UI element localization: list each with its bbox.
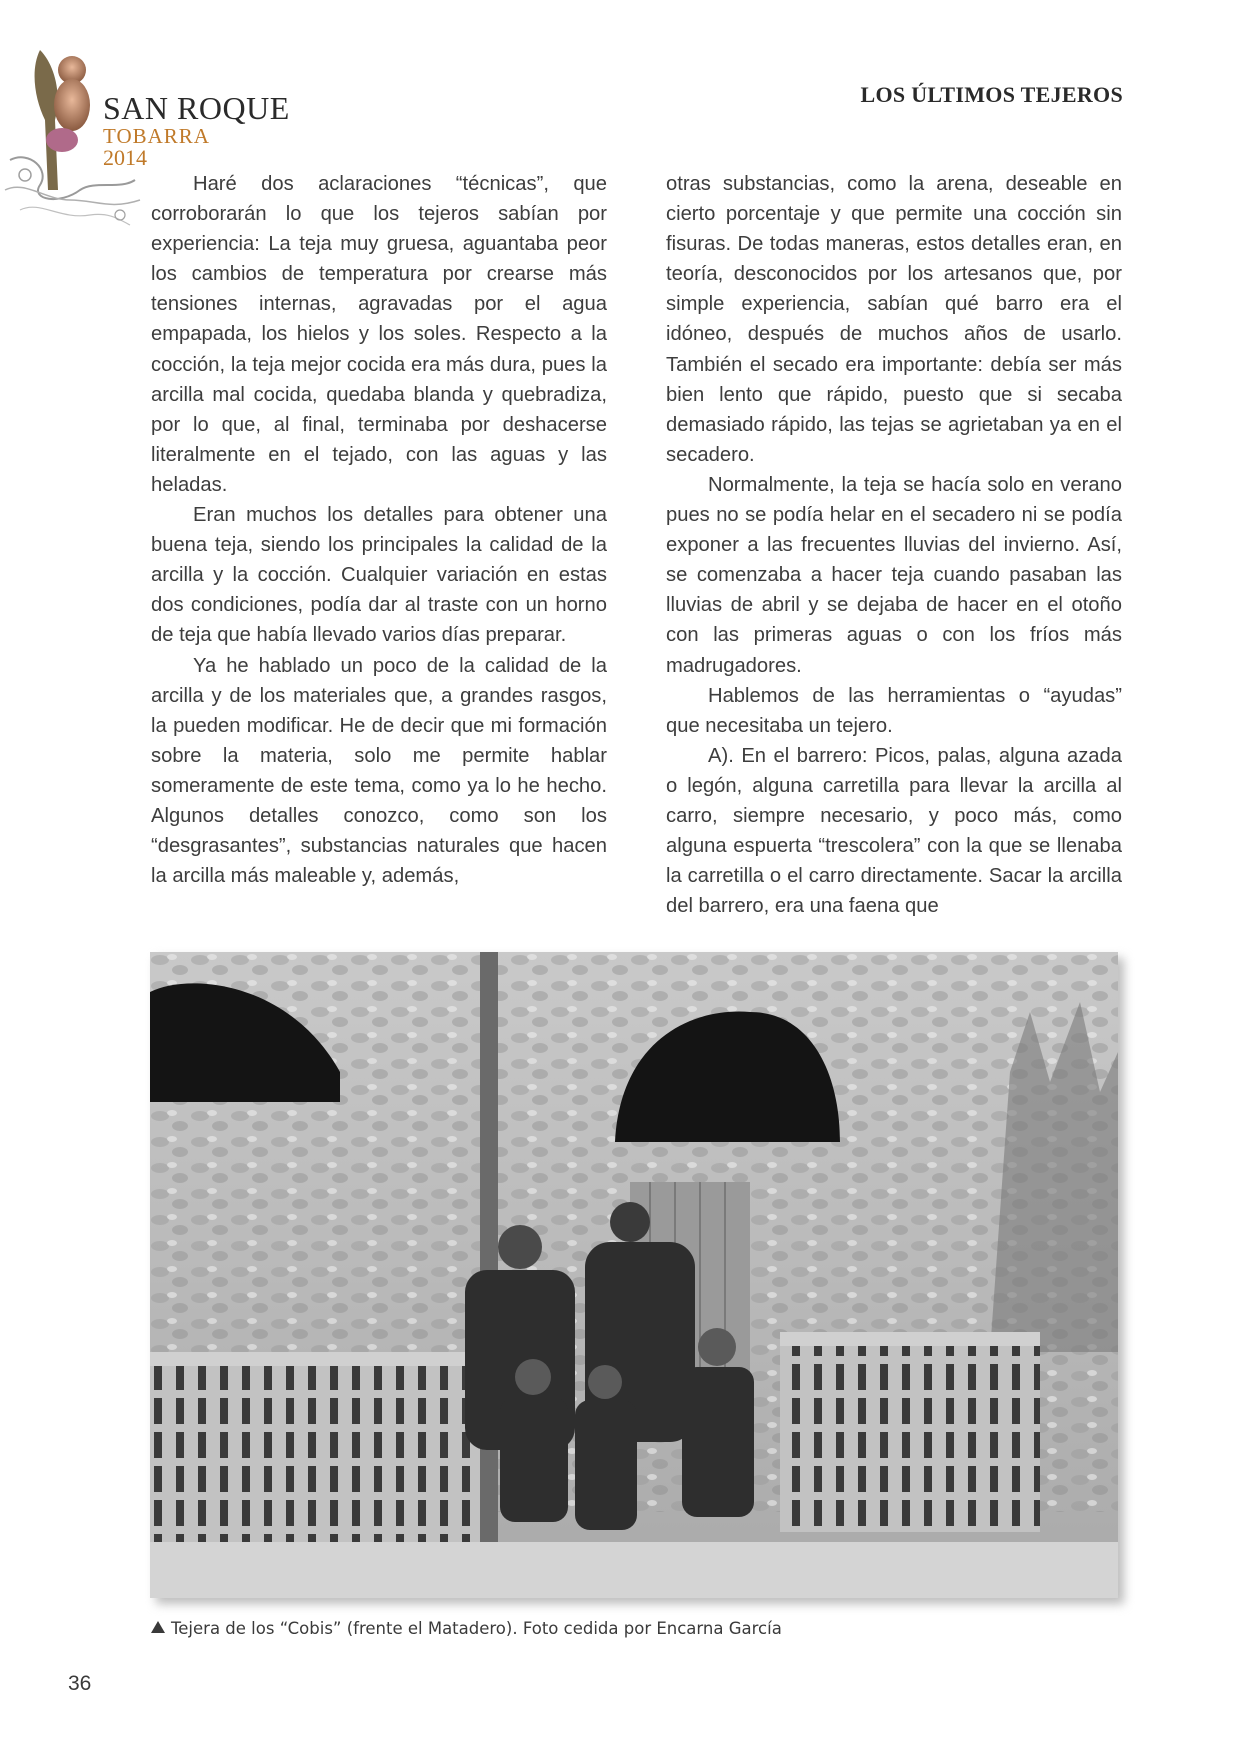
brand-year: 2014: [103, 145, 147, 170]
paragraph: Eran muchos los detalles para obtener una buena teja, siendo los principales la calidad de la arcilla y la cocción. Cualquier variación en estas dos condiciones, podía dar al traste con un horno de teja que había llevado varios días preparar.: [151, 504, 607, 647]
historic-photo: [150, 952, 1118, 1598]
paragraph: Hablemos de las herramientas o “ayudas” que necesitaba un tejero.: [666, 684, 1122, 737]
brand-subtitle: TOBARRA: [103, 124, 210, 148]
paragraph: Normalmente, la teja se hacía solo en verano pues no se podía helar en el secadero ni se podía exponer a las frecuentes lluvias del invierno. Así, se comenzaba a hacer teja cuando pasaban las lluvias de abril y se dejaba de hacer en el otoño con las primeras aguas o con los fríos más madrugadores.: [666, 473, 1122, 677]
right-column: [666, 169, 1122, 921]
paragraph: Haré dos aclaraciones “técnicas”, que corroborarán lo que los tejeros sabían por experiencia: La teja muy gruesa, aguantaba peor los cambios de temperatura por crearse más tensiones internas, agravadas por el agua empapada, los hielos y los soles. Respecto a la cocción, la teja mejor cocida era más dura, pues la arcilla mal cocida, quedaba blanda y quebradiza, por lo que, al final, terminaba por deshacerse literalmente en el tejado, con las aguas y las heladas.: [151, 173, 607, 496]
paragraph: A). En el barrero: Picos, palas, alguna azada o legón, alguna carretilla para llevar la arcilla al carro, siempre necesario, y poco más, como alguna espuerta “trescolera” con la que se llenaba la carretilla o el carro directamente. Sacar la arcilla del barrero, era una faena que: [666, 744, 1122, 918]
left-column: [151, 169, 607, 891]
photo-caption: [151, 1619, 782, 1638]
section-title: LOS ÚLTIMOS TEJEROS: [860, 82, 1123, 107]
caption-text: Tejera de los “Cobis” (frente el Matadero). Foto cedida por Encarna García: [171, 1619, 782, 1638]
page-number: 36: [68, 1672, 92, 1695]
brand-title: SAN ROQUE: [103, 90, 290, 126]
triangle-up-icon: [151, 1621, 165, 1633]
paragraph: Ya he hablado un poco de la calidad de la arcilla y de los materiales que, a grandes rasgos, la pueden modificar. He de decir que mi formación sobre la materia, solo me permite hablar someramente de este tema, como ya lo he hecho. Algunos detalles conozco, como son los “desgrasantes”, substancias naturales que hacen la arcilla más maleable y, además,: [151, 654, 607, 888]
paragraph-continuation: otras substancias, como la arena, deseable en cierto porcentaje y que permite una cocción sin fisuras. De todas maneras, estos detalles eran, en teoría, desconocidos por los artesanos que, por simple experiencia, sabían qué barro era el idóneo, después de muchos años de usarlo. También el secado era importante: debía ser más bien lento que rápido, puesto que si secaba demasiado rápido, las tejas se agrietaban ya en el secadero.: [666, 173, 1122, 466]
